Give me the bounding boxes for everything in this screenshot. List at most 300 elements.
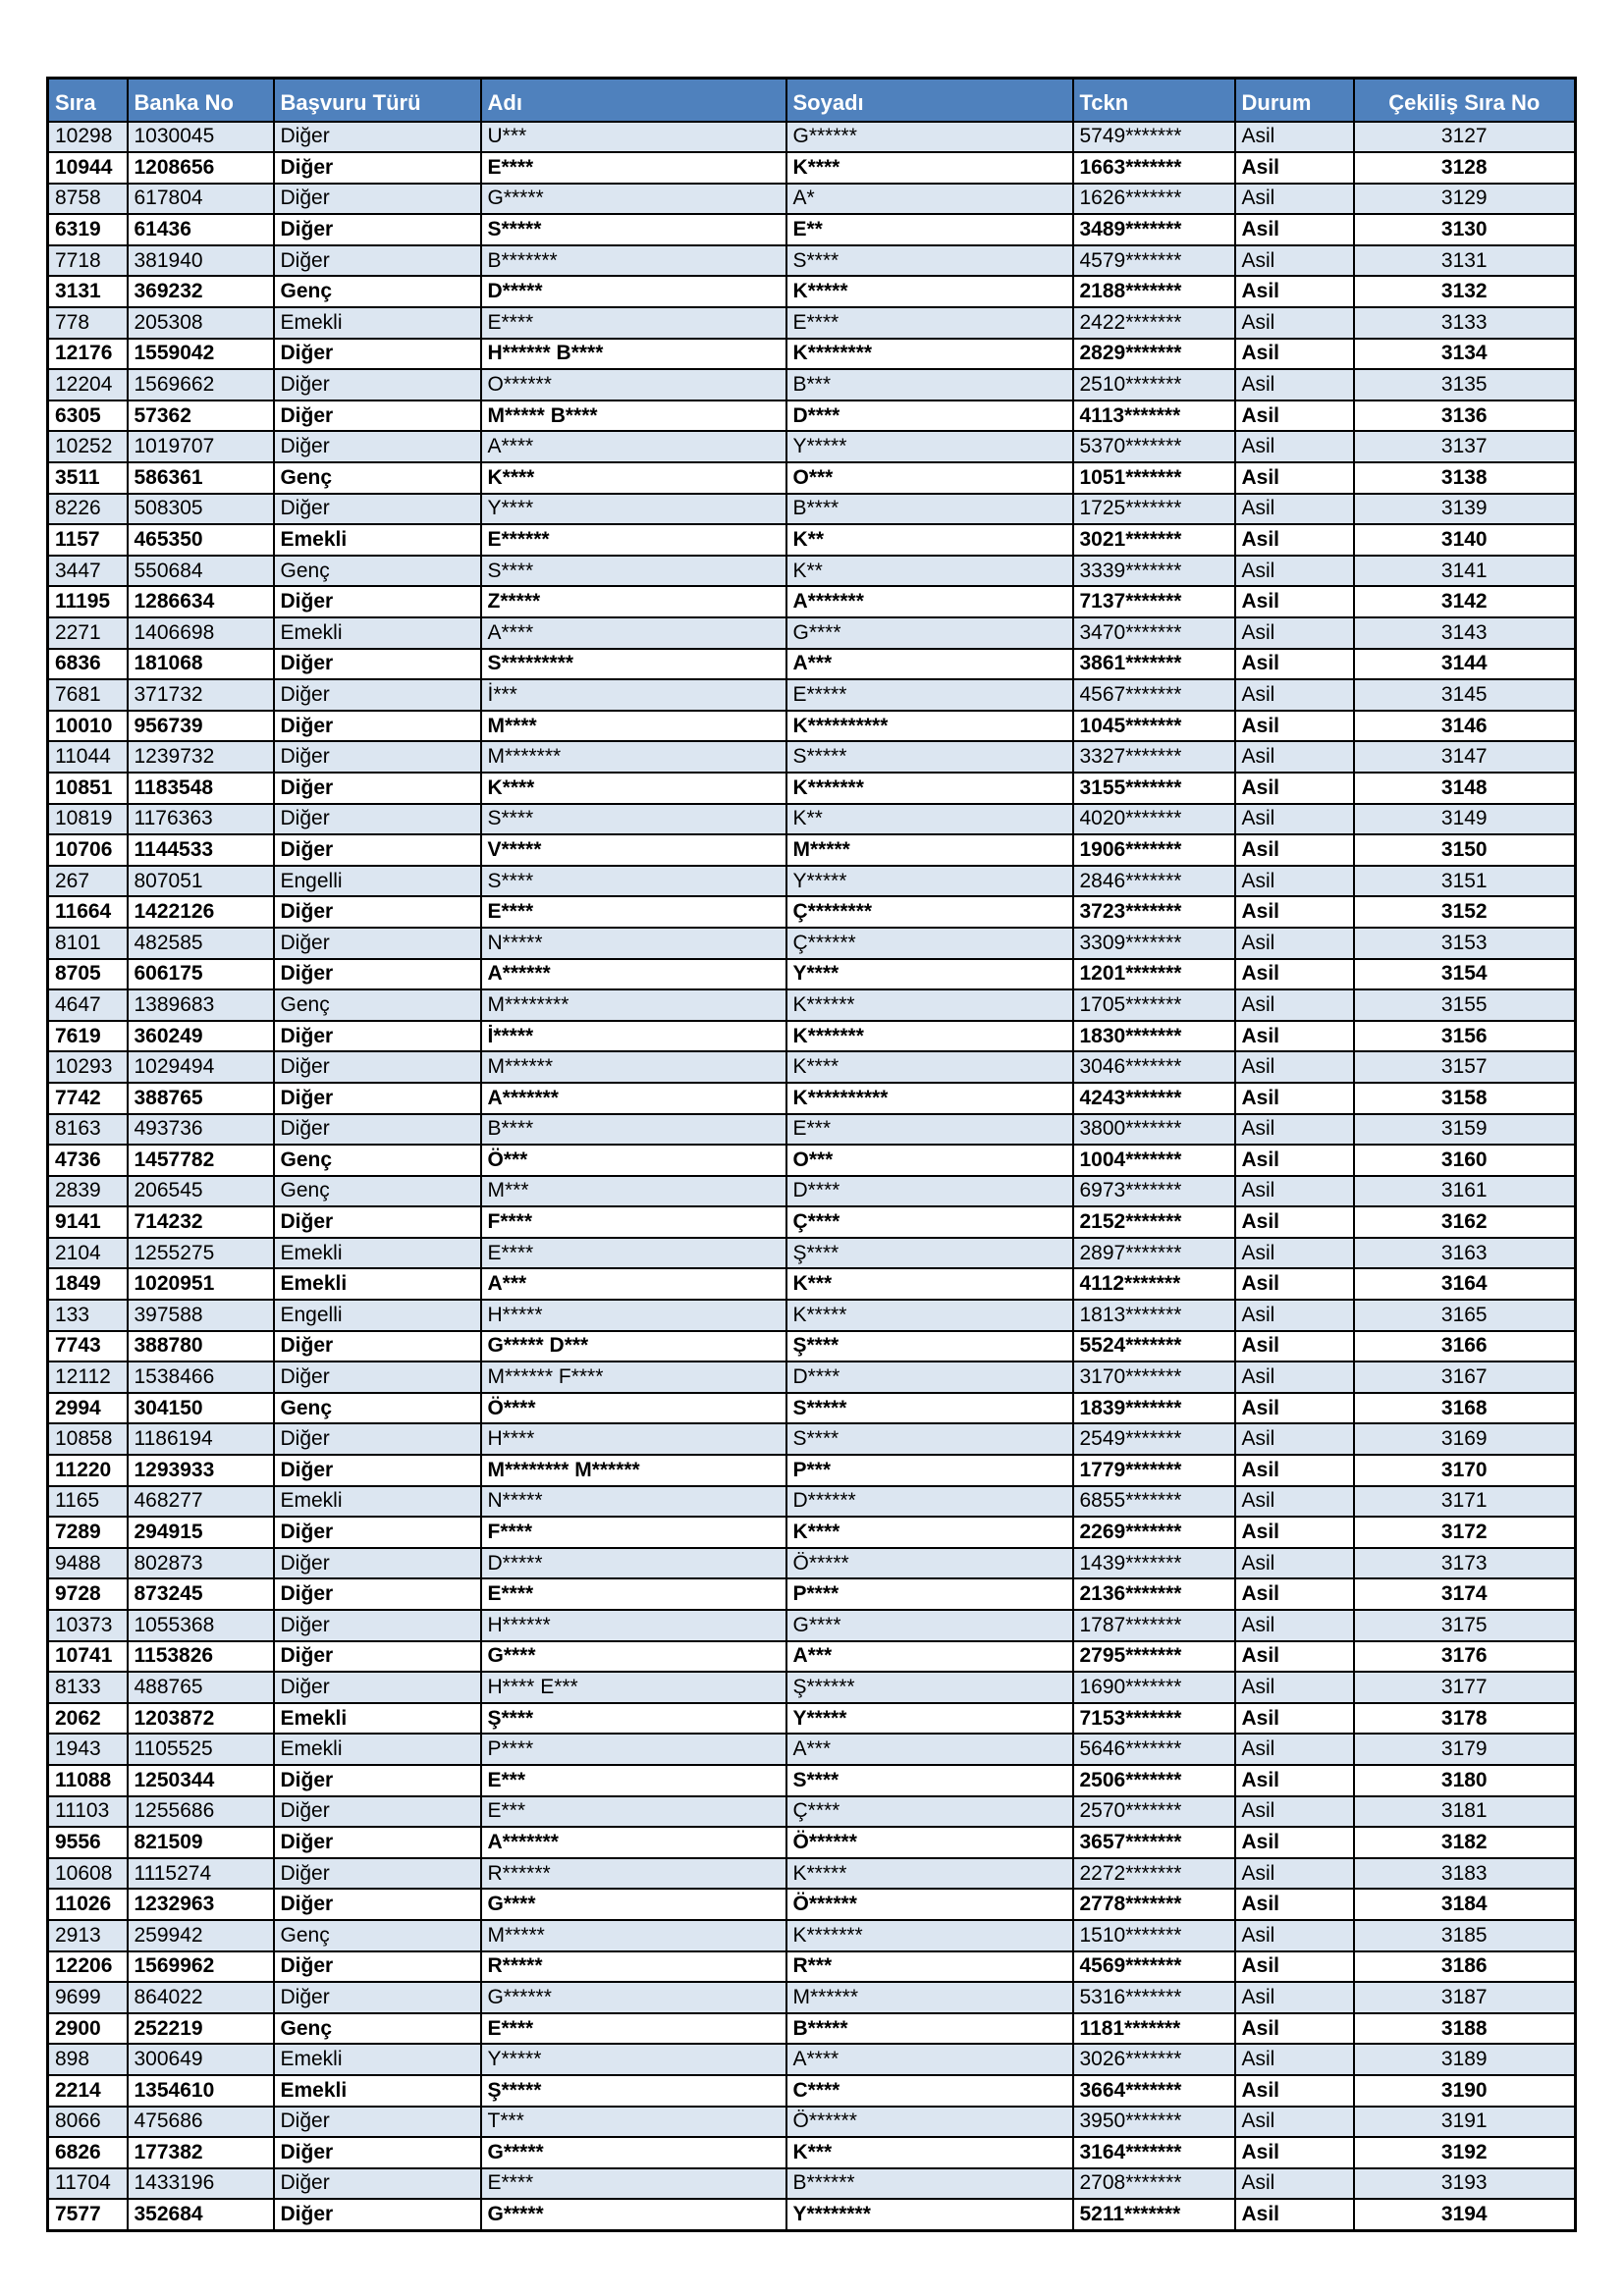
cell-cekilis-sira-no: 3142	[1354, 586, 1576, 617]
cell-adi: M********	[481, 989, 786, 1021]
cell-cekilis-sira-no: 3187	[1354, 1982, 1576, 2013]
cell-tckn: 7153*******	[1073, 1703, 1235, 1735]
cell-cekilis-sira-no: 3185	[1354, 1920, 1576, 1951]
cell-sira: 3447	[48, 556, 128, 587]
table-row	[48, 1268, 1576, 1300]
cell-cekilis-sira-no: 3129	[1354, 184, 1576, 215]
cell-sira: 8101	[48, 928, 128, 959]
cell-soyadi: Ç********	[786, 896, 1073, 928]
cell-soyadi: P***	[786, 1455, 1073, 1486]
cell-cekilis-sira-no: 3168	[1354, 1393, 1576, 1424]
cell-basvuru-turu: Diğer	[274, 959, 481, 990]
cell-adi: A*******	[481, 1083, 786, 1114]
cell-cekilis-sira-no: 3179	[1354, 1734, 1576, 1765]
table-row	[48, 679, 1576, 711]
cell-cekilis-sira-no: 3181	[1354, 1796, 1576, 1828]
cell-basvuru-turu: Diğer	[274, 2199, 481, 2230]
cell-cekilis-sira-no: 3133	[1354, 307, 1576, 339]
cell-durum: Asil	[1235, 866, 1354, 897]
cell-basvuru-turu: Diğer	[274, 1858, 481, 1890]
cell-basvuru-turu: Diğer	[274, 1206, 481, 1238]
cell-adi: M******** M******	[481, 1455, 786, 1486]
cell-banka-no: 1186194	[128, 1423, 274, 1455]
cell-basvuru-turu: Diğer	[274, 431, 481, 462]
cell-soyadi: S*****	[786, 741, 1073, 773]
table-row	[48, 804, 1576, 835]
cell-adi: S*****	[481, 214, 786, 245]
cell-basvuru-turu: Diğer	[274, 184, 481, 215]
cell-durum: Asil	[1235, 400, 1354, 432]
cell-sira: 6836	[48, 649, 128, 680]
cell-sira: 3511	[48, 462, 128, 494]
cell-durum: Asil	[1235, 1951, 1354, 1983]
table-row	[48, 1331, 1576, 1362]
cell-basvuru-turu: Diğer	[274, 1083, 481, 1114]
cell-soyadi: D******	[786, 1486, 1073, 1518]
cell-soyadi: B******	[786, 2168, 1073, 2200]
cell-banka-no: 371732	[128, 679, 274, 711]
cell-tckn: 1626*******	[1073, 184, 1235, 215]
cell-tckn: 2846*******	[1073, 866, 1235, 897]
cell-adi: E******	[481, 524, 786, 556]
cell-soyadi: D****	[786, 1176, 1073, 1207]
cell-sira: 4736	[48, 1145, 128, 1176]
cell-durum: Asil	[1235, 1176, 1354, 1207]
cell-soyadi: K**********	[786, 711, 1073, 742]
cell-durum: Asil	[1235, 1021, 1354, 1052]
cell-basvuru-turu: Engelli	[274, 1300, 481, 1331]
cell-durum: Asil	[1235, 1114, 1354, 1146]
table-row	[48, 431, 1576, 462]
cell-tckn: 3046*******	[1073, 1051, 1235, 1083]
table-row	[48, 1578, 1576, 1610]
cell-banka-no: 1255275	[128, 1238, 274, 1269]
cell-banka-no: 1232963	[128, 1889, 274, 1920]
cell-soyadi: K**	[786, 556, 1073, 587]
cell-banka-no: 802873	[128, 1548, 274, 1579]
cell-cekilis-sira-no: 3149	[1354, 804, 1576, 835]
cell-tckn: 1510*******	[1073, 1920, 1235, 1951]
cell-soyadi: Ö******	[786, 1889, 1073, 1920]
cell-soyadi: S****	[786, 245, 1073, 277]
cell-sira: 10293	[48, 1051, 128, 1083]
cell-basvuru-turu: Diğer	[274, 1889, 481, 1920]
cell-sira: 2913	[48, 1920, 128, 1951]
cell-soyadi: K***	[786, 2137, 1073, 2168]
cell-durum: Asil	[1235, 1796, 1354, 1828]
cell-cekilis-sira-no: 3164	[1354, 1268, 1576, 1300]
cell-soyadi: Ç****	[786, 1796, 1073, 1828]
cell-banka-no: 1538466	[128, 1362, 274, 1393]
cell-cekilis-sira-no: 3176	[1354, 1641, 1576, 1673]
cell-cekilis-sira-no: 3163	[1354, 1238, 1576, 1269]
column-header-basvuru-turu: Başvuru Türü	[274, 79, 481, 122]
table-row	[48, 1889, 1576, 1920]
cell-banka-no: 259942	[128, 1920, 274, 1951]
cell-adi: M***	[481, 1176, 786, 1207]
cell-sira: 2214	[48, 2075, 128, 2107]
table-row	[48, 1734, 1576, 1765]
cell-soyadi: E**	[786, 214, 1073, 245]
cell-banka-no: 205308	[128, 307, 274, 339]
cell-soyadi: E****	[786, 307, 1073, 339]
table-row	[48, 400, 1576, 432]
cell-cekilis-sira-no: 3165	[1354, 1300, 1576, 1331]
table-row	[48, 2107, 1576, 2138]
cell-adi: E****	[481, 1238, 786, 1269]
cell-banka-no: 397588	[128, 1300, 274, 1331]
cell-soyadi: B*****	[786, 2013, 1073, 2045]
cell-cekilis-sira-no: 3182	[1354, 1827, 1576, 1858]
cell-cekilis-sira-no: 3151	[1354, 866, 1576, 897]
cell-sira: 12204	[48, 369, 128, 400]
cell-banka-no: 1055368	[128, 1610, 274, 1641]
cell-adi: H*****	[481, 1300, 786, 1331]
cell-sira: 12206	[48, 1951, 128, 1983]
cell-soyadi: O***	[786, 462, 1073, 494]
cell-tckn: 3339*******	[1073, 556, 1235, 587]
cell-durum: Asil	[1235, 1051, 1354, 1083]
cell-soyadi: K*******	[786, 1021, 1073, 1052]
cell-banka-no: 1115274	[128, 1858, 274, 1890]
cell-basvuru-turu: Genç	[274, 1176, 481, 1207]
table-row	[48, 214, 1576, 245]
cell-tckn: 2506*******	[1073, 1765, 1235, 1796]
cell-adi: E****	[481, 2168, 786, 2200]
cell-tckn: 5211*******	[1073, 2199, 1235, 2230]
cell-tckn: 3861*******	[1073, 649, 1235, 680]
cell-adi: M****** F****	[481, 1362, 786, 1393]
table-row	[48, 1486, 1576, 1518]
table-row	[48, 494, 1576, 525]
cell-adi: İ*****	[481, 1021, 786, 1052]
cell-sira: 898	[48, 2044, 128, 2075]
cell-soyadi: Y*****	[786, 1703, 1073, 1735]
cell-tckn: 1813*******	[1073, 1300, 1235, 1331]
cell-tckn: 2570*******	[1073, 1796, 1235, 1828]
cell-durum: Asil	[1235, 2044, 1354, 2075]
cell-adi: S****	[481, 866, 786, 897]
cell-basvuru-turu: Diğer	[274, 1114, 481, 1146]
cell-adi: U***	[481, 122, 786, 153]
table-row	[48, 152, 1576, 184]
cell-basvuru-turu: Diğer	[274, 2107, 481, 2138]
table-body	[48, 122, 1576, 2231]
cell-durum: Asil	[1235, 1982, 1354, 2013]
cell-sira: 11044	[48, 741, 128, 773]
cell-banka-no: 181068	[128, 649, 274, 680]
cell-durum: Asil	[1235, 462, 1354, 494]
cell-cekilis-sira-no: 3156	[1354, 1021, 1576, 1052]
cell-adi: G*****	[481, 2199, 786, 2230]
cell-sira: 1157	[48, 524, 128, 556]
cell-basvuru-turu: Genç	[274, 462, 481, 494]
cell-durum: Asil	[1235, 245, 1354, 277]
cell-basvuru-turu: Emekli	[274, 2075, 481, 2107]
cell-basvuru-turu: Diğer	[274, 1827, 481, 1858]
cell-basvuru-turu: Diğer	[274, 741, 481, 773]
cell-soyadi: K***	[786, 1268, 1073, 1300]
cell-soyadi: S****	[786, 1423, 1073, 1455]
cell-tckn: 1779*******	[1073, 1455, 1235, 1486]
cell-cekilis-sira-no: 3157	[1354, 1051, 1576, 1083]
cell-durum: Asil	[1235, 2168, 1354, 2200]
cell-soyadi: M******	[786, 1982, 1073, 2013]
cell-cekilis-sira-no: 3141	[1354, 556, 1576, 587]
cell-tckn: 4112*******	[1073, 1268, 1235, 1300]
cell-tckn: 5524*******	[1073, 1331, 1235, 1362]
cell-tckn: 4579*******	[1073, 245, 1235, 277]
cell-tckn: 3026*******	[1073, 2044, 1235, 2075]
cell-sira: 11088	[48, 1765, 128, 1796]
cell-soyadi: K*****	[786, 1300, 1073, 1331]
cell-tckn: 5370*******	[1073, 431, 1235, 462]
cell-durum: Asil	[1235, 649, 1354, 680]
cell-tckn: 2269*******	[1073, 1517, 1235, 1548]
cell-adi: Ö***	[481, 1145, 786, 1176]
table-row	[48, 928, 1576, 959]
cell-cekilis-sira-no: 3188	[1354, 2013, 1576, 2045]
table-row	[48, 959, 1576, 990]
cell-tckn: 3664*******	[1073, 2075, 1235, 2107]
cell-cekilis-sira-no: 3136	[1354, 400, 1576, 432]
table-row	[48, 122, 1576, 153]
cell-basvuru-turu: Diğer	[274, 1455, 481, 1486]
cell-adi: E****	[481, 1578, 786, 1610]
cell-tckn: 1830*******	[1073, 1021, 1235, 1052]
cell-sira: 7619	[48, 1021, 128, 1052]
table-row	[48, 339, 1576, 370]
cell-soyadi: G******	[786, 122, 1073, 153]
cell-soyadi: B***	[786, 369, 1073, 400]
cell-soyadi: A***	[786, 649, 1073, 680]
cell-sira: 9141	[48, 1206, 128, 1238]
table-row	[48, 1145, 1576, 1176]
cell-cekilis-sira-no: 3186	[1354, 1951, 1576, 1983]
cell-banka-no: 1569662	[128, 369, 274, 400]
table-row	[48, 1362, 1576, 1393]
cell-soyadi: R***	[786, 1951, 1073, 1983]
cell-tckn: 1787*******	[1073, 1610, 1235, 1641]
cell-cekilis-sira-no: 3138	[1354, 462, 1576, 494]
cell-durum: Asil	[1235, 804, 1354, 835]
table-row	[48, 1672, 1576, 1703]
cell-tckn: 2422*******	[1073, 307, 1235, 339]
cell-durum: Asil	[1235, 773, 1354, 804]
table-row	[48, 307, 1576, 339]
cell-basvuru-turu: Emekli	[274, 1734, 481, 1765]
cell-sira: 267	[48, 866, 128, 897]
cell-adi: N*****	[481, 1486, 786, 1518]
cell-sira: 7289	[48, 1517, 128, 1548]
cell-durum: Asil	[1235, 184, 1354, 215]
cell-sira: 8133	[48, 1672, 128, 1703]
cell-sira: 12112	[48, 1362, 128, 1393]
cell-tckn: 3800*******	[1073, 1114, 1235, 1146]
cell-tckn: 5646*******	[1073, 1734, 1235, 1765]
cell-sira: 10373	[48, 1610, 128, 1641]
table-row	[48, 1610, 1576, 1641]
table-row	[48, 1827, 1576, 1858]
table-row	[48, 276, 1576, 307]
cell-durum: Asil	[1235, 989, 1354, 1021]
cell-adi: D*****	[481, 1548, 786, 1579]
cell-sira: 8705	[48, 959, 128, 990]
cell-soyadi: A*******	[786, 586, 1073, 617]
cell-tckn: 2897*******	[1073, 1238, 1235, 1269]
cell-sira: 10851	[48, 773, 128, 804]
cell-adi: G*****	[481, 184, 786, 215]
cell-durum: Asil	[1235, 1672, 1354, 1703]
cell-adi: A******	[481, 959, 786, 990]
column-header-banka-no: Banka No	[128, 79, 274, 122]
cell-adi: B****	[481, 1114, 786, 1146]
cell-soyadi: Y*****	[786, 431, 1073, 462]
cell-cekilis-sira-no: 3160	[1354, 1145, 1576, 1176]
cell-sira: 7743	[48, 1331, 128, 1362]
cell-tckn: 1201*******	[1073, 959, 1235, 990]
table-row	[48, 1393, 1576, 1424]
cell-soyadi: E***	[786, 1114, 1073, 1146]
cell-cekilis-sira-no: 3180	[1354, 1765, 1576, 1796]
cell-banka-no: 61436	[128, 214, 274, 245]
cell-sira: 133	[48, 1300, 128, 1331]
cell-sira: 10298	[48, 122, 128, 153]
cell-cekilis-sira-no: 3137	[1354, 431, 1576, 462]
cell-cekilis-sira-no: 3192	[1354, 2137, 1576, 2168]
cell-adi: Y****	[481, 494, 786, 525]
table-row	[48, 2199, 1576, 2230]
cell-cekilis-sira-no: 3183	[1354, 1858, 1576, 1890]
cell-durum: Asil	[1235, 1765, 1354, 1796]
cell-basvuru-turu: Diğer	[274, 773, 481, 804]
table-row	[48, 989, 1576, 1021]
cell-cekilis-sira-no: 3132	[1354, 276, 1576, 307]
cell-banka-no: 1029494	[128, 1051, 274, 1083]
cell-banka-no: 1389683	[128, 989, 274, 1021]
cell-basvuru-turu: Diğer	[274, 1672, 481, 1703]
cell-sira: 1849	[48, 1268, 128, 1300]
cell-cekilis-sira-no: 3146	[1354, 711, 1576, 742]
cell-basvuru-turu: Diğer	[274, 1423, 481, 1455]
cell-banka-no: 1406698	[128, 617, 274, 649]
cell-soyadi: K****	[786, 1051, 1073, 1083]
cell-durum: Asil	[1235, 2107, 1354, 2138]
cell-cekilis-sira-no: 3131	[1354, 245, 1576, 277]
cell-adi: A****	[481, 431, 786, 462]
cell-sira: 11704	[48, 2168, 128, 2200]
cell-durum: Asil	[1235, 214, 1354, 245]
cell-sira: 12176	[48, 339, 128, 370]
cell-sira: 3131	[48, 276, 128, 307]
cell-tckn: 5316*******	[1073, 1982, 1235, 2013]
table-row	[48, 1238, 1576, 1269]
cell-banka-no: 1144533	[128, 834, 274, 866]
cell-cekilis-sira-no: 3145	[1354, 679, 1576, 711]
cell-adi: G****	[481, 1889, 786, 1920]
cell-sira: 11220	[48, 1455, 128, 1486]
table-row	[48, 462, 1576, 494]
cell-tckn: 7137*******	[1073, 586, 1235, 617]
cell-adi: Z*****	[481, 586, 786, 617]
header-row	[48, 79, 1576, 122]
cell-tckn: 1906*******	[1073, 834, 1235, 866]
cell-adi: M******	[481, 1051, 786, 1083]
cell-banka-no: 1020951	[128, 1268, 274, 1300]
cell-cekilis-sira-no: 3144	[1354, 649, 1576, 680]
cell-durum: Asil	[1235, 1331, 1354, 1362]
cell-basvuru-turu: Diğer	[274, 1610, 481, 1641]
cell-soyadi: Ö******	[786, 2107, 1073, 2138]
cell-soyadi: E*****	[786, 679, 1073, 711]
cell-cekilis-sira-no: 3194	[1354, 2199, 1576, 2230]
cell-banka-no: 617804	[128, 184, 274, 215]
cell-tckn: 3155*******	[1073, 773, 1235, 804]
cell-basvuru-turu: Diğer	[274, 1517, 481, 1548]
cell-adi: K****	[481, 773, 786, 804]
cell-banka-no: 606175	[128, 959, 274, 990]
cell-cekilis-sira-no: 3184	[1354, 1889, 1576, 1920]
cell-durum: Asil	[1235, 711, 1354, 742]
cell-sira: 10858	[48, 1423, 128, 1455]
cell-banka-no: 1354610	[128, 2075, 274, 2107]
cell-tckn: 6855*******	[1073, 1486, 1235, 1518]
column-header-durum: Durum	[1235, 79, 1354, 122]
cell-adi: Ş*****	[481, 2075, 786, 2107]
cell-adi: D*****	[481, 276, 786, 307]
cell-basvuru-turu: Diğer	[274, 1796, 481, 1828]
cell-soyadi: Ö******	[786, 1827, 1073, 1858]
cell-durum: Asil	[1235, 617, 1354, 649]
cell-cekilis-sira-no: 3148	[1354, 773, 1576, 804]
cell-tckn: 1839*******	[1073, 1393, 1235, 1424]
cell-tckn: 4567*******	[1073, 679, 1235, 711]
cell-tckn: 2272*******	[1073, 1858, 1235, 1890]
cell-adi: E***	[481, 1796, 786, 1828]
cell-basvuru-turu: Genç	[274, 556, 481, 587]
cell-adi: S****	[481, 804, 786, 835]
cell-banka-no: 1559042	[128, 339, 274, 370]
cell-sira: 7718	[48, 245, 128, 277]
cell-basvuru-turu: Genç	[274, 1145, 481, 1176]
cell-banka-no: 304150	[128, 1393, 274, 1424]
cell-tckn: 1045*******	[1073, 711, 1235, 742]
cell-sira: 10706	[48, 834, 128, 866]
cell-soyadi: P****	[786, 1578, 1073, 1610]
cell-basvuru-turu: Emekli	[274, 1486, 481, 1518]
cell-sira: 10010	[48, 711, 128, 742]
cell-soyadi: Ş****	[786, 1331, 1073, 1362]
cell-durum: Asil	[1235, 152, 1354, 184]
cell-banka-no: 1183548	[128, 773, 274, 804]
cell-basvuru-turu: Genç	[274, 989, 481, 1021]
cell-tckn: 4113*******	[1073, 400, 1235, 432]
cell-soyadi: S*****	[786, 1393, 1073, 1424]
cell-adi: Ö****	[481, 1393, 786, 1424]
cell-cekilis-sira-no: 3167	[1354, 1362, 1576, 1393]
cell-banka-no: 1255686	[128, 1796, 274, 1828]
cell-banka-no: 177382	[128, 2137, 274, 2168]
cell-durum: Asil	[1235, 679, 1354, 711]
cell-tckn: 6973*******	[1073, 1176, 1235, 1207]
cell-banka-no: 294915	[128, 1517, 274, 1548]
cell-durum: Asil	[1235, 494, 1354, 525]
cell-soyadi: K*******	[786, 773, 1073, 804]
cell-banka-no: 360249	[128, 1021, 274, 1052]
cell-tckn: 3950*******	[1073, 2107, 1235, 2138]
cell-basvuru-turu: Diğer	[274, 804, 481, 835]
table-row	[48, 2168, 1576, 2200]
